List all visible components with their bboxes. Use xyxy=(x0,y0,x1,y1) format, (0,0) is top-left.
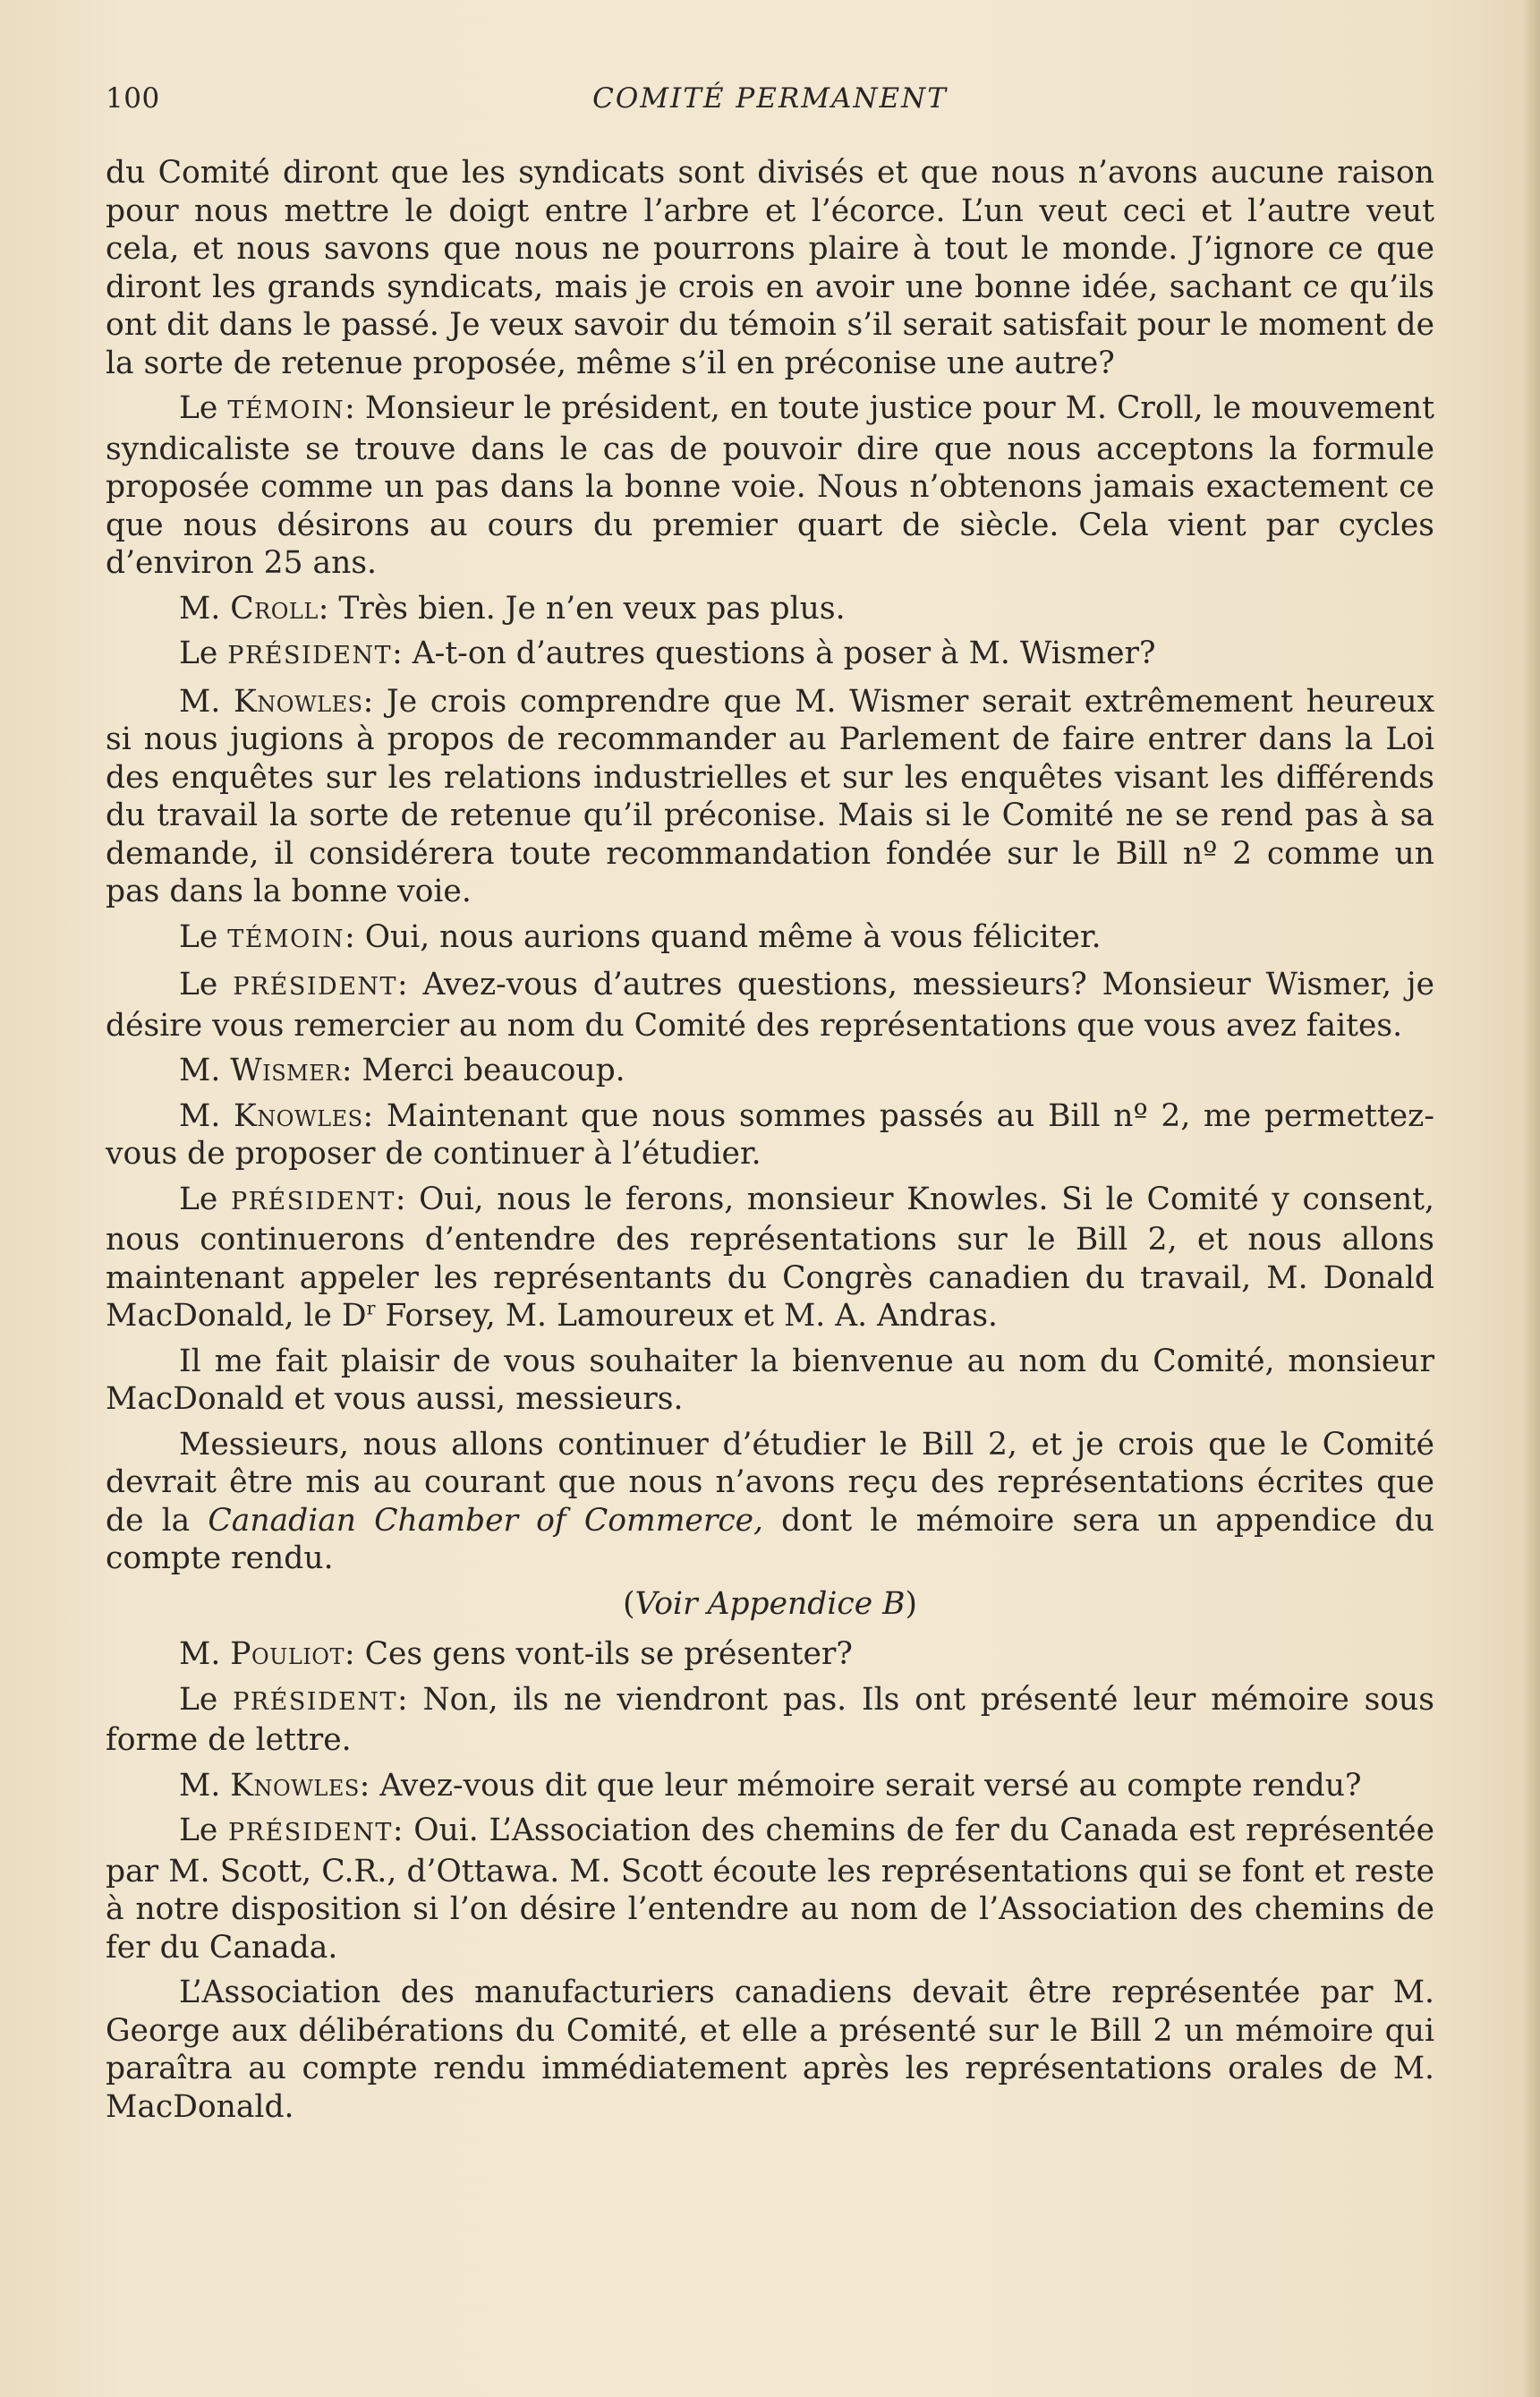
page-number: 100 xyxy=(106,82,160,115)
paragraph-welcome: Il me fait plaisir de vous souhaiter la bienvenue au nom du Comité, monsieur MacDonald et vous aussi, messieurs. xyxy=(106,1343,1434,1417)
speaker-name: Knowles xyxy=(230,1767,360,1804)
speech-president: Le PRÉSIDENT: Oui. L’Association des chemins de fer du Canada est représentée par M. Scott, C.R., d’Ottawa. M. Scott écoute les représentations qui se font et reste à notre disposition si l’on désire l’entendre au nom de l’Association des chemins de fer du Canada. xyxy=(106,1813,1435,1966)
speaker-name: Knowles xyxy=(234,683,363,720)
speaker-name: Pouliot xyxy=(230,1636,345,1672)
speaker-name: Knowles xyxy=(234,1097,363,1134)
speech-croll: M. Croll: Très bien. Je n’en veux pas plus. xyxy=(179,590,846,627)
paragraph-representations: Messieurs, nous allons continuer d’étudier le Bill 2, et je crois que le Comité devrait être mis au courant que nous n’avons reçu des représentations écrites que de la Canadian Chamber of Commerce, dont le mémoire sera un appendice du compte rendu. xyxy=(106,1426,1434,1576)
speech-temoin: Le TÉMOIN: Monsieur le président, en toute justice pour M. Croll, le mouvement syndicaliste se trouve dans le cas de pouvoir dire que nous acceptons la formule proposée comme un pas dans la bonne voie. Nous n’obtenons jamais exactement ce que nous désirons au cours du premier quart de siècle. Cela vient par cycles d’environ 25 ans. xyxy=(106,390,1435,581)
paragraph-manufacturers: L’Association des manufacturiers canadiens devait être représentée par M. George aux délibérations du Comité, et elle a présenté sur le Bill 2 un mémoire qui paraîtra au compte rendu immédiatement après les représentations orales de M. MacDonald. xyxy=(106,1975,1434,2125)
speech-knowles: M. Knowles: Je crois comprendre que M. Wismer serait extrêmement heureux si nous jugions à propos de recommander au Parlement de faire entrer dans la Loi des enquêtes sur les relations industrielles et sur les enquêtes visant les différends du travail la sorte de retenue qu’il préconise. Mais si le Comité ne se rend pas à sa demande, il considérera toute recommandation fondée sur le Bill nº 2 comme un pas dans la bonne voie. xyxy=(106,683,1435,909)
speech-president: Le PRÉSIDENT: Non, ils ne viendront pas. Ils ont présenté leur mémoire sous forme de lettre. xyxy=(106,1681,1434,1758)
speech-wismer: M. Wismer: Merci beaucoup. xyxy=(179,1053,625,1088)
speech-pouliot: M. Pouliot: Ces gens vont-ils se présenter? xyxy=(179,1636,853,1672)
page-header xyxy=(106,82,1434,127)
speaker-name: PRÉSIDENT xyxy=(230,1187,396,1216)
speaker-name: TÉMOIN xyxy=(227,397,345,424)
speaker-name: Wismer xyxy=(230,1053,342,1088)
speech-president: Le PRÉSIDENT: Oui, nous le ferons, monsieur Knowles. Si le Comité y consent, nous continuerons d’entendre des représentations sur le Bill 2, et nous allons maintenant appeler les représentants du Congrès canadien du travail, M. Donald MacDonald, le $D^r$ Forsey, M. Lamoureux et M. A. Andras. xyxy=(106,1181,1435,1334)
page-edge-shadow xyxy=(1522,0,1540,2397)
speaker-name: Croll xyxy=(230,590,319,627)
page-body xyxy=(106,154,1434,2133)
speech-temoin: Le TÉMOIN: Oui, nous aurions quand même à vous féliciter. xyxy=(179,918,1102,955)
speech-president: Le PRÉSIDENT: Avez-vous d’autres questions, messieurs? Monsieur Wismer, je désire vous remercier au nom du Comité des représentations que vous avez faites. xyxy=(106,967,1435,1044)
paragraph-continuation: du Comité diront que les syndicats sont divisés et que nous n’avons aucune raison pour nous mettre le doigt entre l’arbre et l’écorce. L’un veut ceci et l’autre veut cela, et nous savons que nous ne pourrons plaire à tout le monde. J’ignore ce que diront les grands syndicats, mais je crois en avoir une bonne idée, sachant ce qu’ils ont dit dans le passé. Je veux savoir du témoin s’il serait satisfait pour le moment de la sorte de retenue proposée, même s’il en préconise une autre? xyxy=(106,155,1434,381)
speaker-name: PRÉSIDENT xyxy=(233,973,398,1001)
speech-knowles: M. Knowles: Avez-vous dit que leur mémoire serait versé au compte rendu? xyxy=(179,1767,1362,1804)
appendix-note: (Voir Appendice B) xyxy=(623,1585,917,1622)
speech-knowles: M. Knowles: Maintenant que nous sommes passés au Bill nº 2, me permettez-vous de proposer de continuer à l’étudier. xyxy=(106,1097,1434,1172)
speaker-name: PRÉSIDENT xyxy=(227,642,393,670)
speaker-name: PRÉSIDENT xyxy=(228,1819,393,1847)
running-head: COMITÉ PERMANENT xyxy=(592,82,948,115)
speaker-name: PRÉSIDENT xyxy=(233,1687,397,1716)
speaker-name: TÉMOIN xyxy=(227,925,345,953)
speech-president: Le PRÉSIDENT: A-t-on d’autres questions à poser à M. Wismer? xyxy=(179,636,1156,671)
